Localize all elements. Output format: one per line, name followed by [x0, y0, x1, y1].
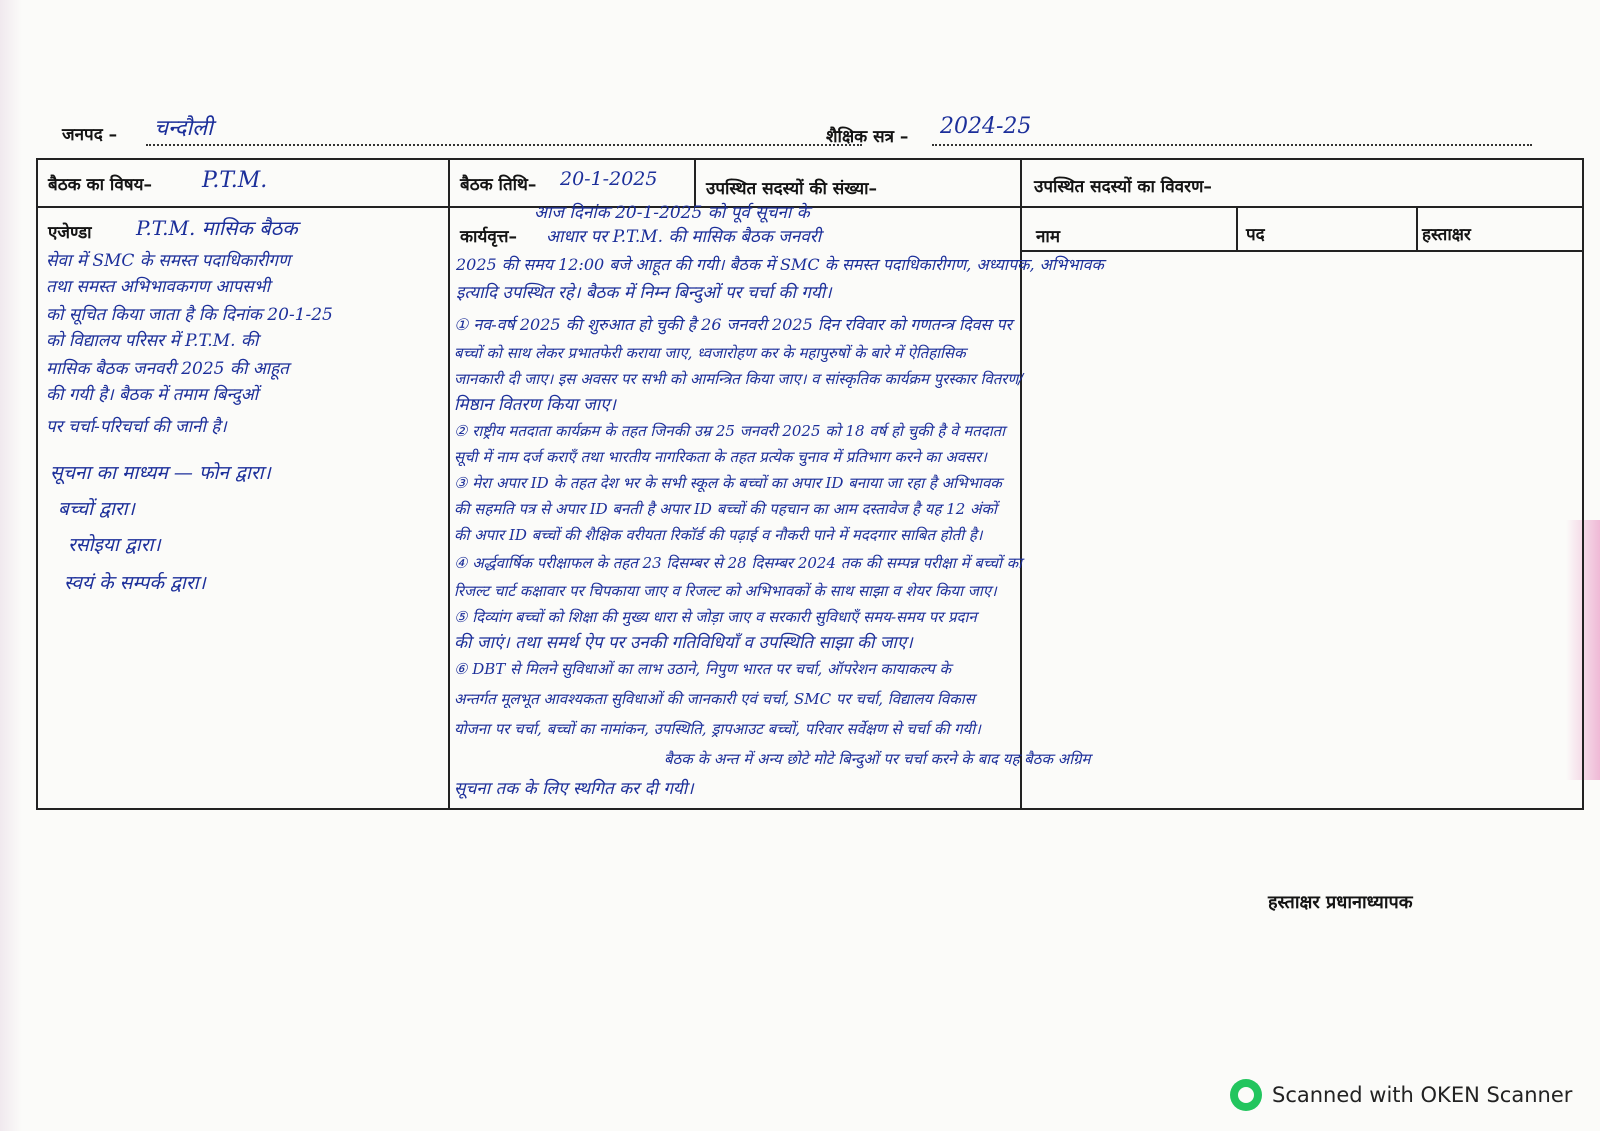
minutes-line: ⑥ DBT से मिलने सुविधाओं का लाभ उठाने, निपुण भारत पर चर्चा, ऑपरेशन कायाकल्प के	[454, 660, 952, 678]
minutes-line: ④ अर्द्धवार्षिक परीक्षाफल के तहत 23 दिसम्बर से 28 दिसम्बर 2024 तक की सम्पन्न परीक्षा में बच्चों का	[454, 554, 1023, 572]
table-right-border	[1582, 158, 1584, 810]
col-signature-header: हस्ताक्षर	[1422, 225, 1471, 245]
post-signature-divider	[1416, 206, 1418, 252]
session-value: 2024-25	[940, 114, 1032, 139]
minutes-line: बैठक के अन्त में अन्य छोटे मोटे बिन्दुओं पर चर्चा करने के बाद यह बैठक अग्रिम	[664, 750, 1091, 768]
session-label: शैक्षिक सत्र –	[826, 127, 909, 147]
agenda-line: तथा समस्त अभिभावकगण आपसभी	[46, 277, 271, 297]
district-dotted-line	[146, 144, 862, 146]
agenda-line: रसोइया द्वारा।	[68, 534, 161, 556]
scanner-watermark	[1230, 1078, 1572, 1112]
table-left-border	[36, 158, 38, 810]
agenda-line: को सूचित किया जाता है कि दिनांक 20-1-25	[46, 305, 333, 325]
table-row-divider	[36, 206, 1584, 208]
minutes-line: की सहमति पत्र से अपार ID बनती है अपार ID बच्चों की पहचान का आम दस्तावेज है यह 12 अंकों	[454, 500, 997, 518]
minutes-line: ② राष्ट्रीय मतदाता कार्यक्रम के तहत जिनकी उम्र 25 जनवरी 2025 को 18 वर्ष हो चुकी है वे मतदाता	[454, 422, 1006, 440]
headmaster-signature-label: हस्ताक्षर प्रधानाध्यापक	[1268, 892, 1413, 913]
agenda-line: स्वयं के सम्पर्क द्वारा।	[64, 572, 206, 594]
minutes-line: सूचना तक के लिए स्थगित कर दी गयी।	[454, 779, 694, 799]
date-value: 20-1-2025	[560, 168, 658, 190]
minutes-line: 2025 की समय 12:00 बजे आहूत की गयी। बैठक में SMC के समस्त पदाधिकारीगण, अध्यापक, अभिभावक	[456, 255, 1104, 274]
minutes-line: ① नव-वर्ष 2025 की शुरुआत हो चुकी है 26 जनवरी 2025 दिन रविवार को गणतन्त्र दिवस पर	[454, 315, 1013, 334]
agenda-line: को विद्यालय परिसर में P.T.M. की	[46, 331, 259, 351]
district-value: चन्दौली	[154, 116, 213, 141]
col-name-header: नाम	[1036, 227, 1061, 247]
minutes-line: आधार पर P.T.M. की मासिक बैठक जनवरी	[546, 227, 822, 247]
table-top-border	[36, 158, 1584, 160]
minutes-line: बच्चों को साथ लेकर प्रभातफेरी कराया जाए, ध्वजारोहण कर के महापुरुषों के बारे में ऐतिहासिक	[454, 344, 966, 362]
members-header-divider	[1022, 250, 1584, 252]
agenda-line: सूचना का माध्यम — फोन द्वारा।	[50, 462, 271, 484]
date-label: बैठक तिथि–	[460, 175, 537, 195]
minutes-label: कार्यवृत्त–	[460, 227, 518, 247]
subject-value: P.T.M.	[202, 168, 268, 193]
minutes-line: अन्तर्गत मूलभूत आवश्यकता सुविधाओं की जानकारी एवं चर्चा, SMC पर चर्चा, विद्यालय विकास	[454, 690, 975, 708]
minutes-line: की अपार ID बच्चों की शैक्षिक वरीयता रिकॉर्ड की पढ़ाई व नौकरी पाने में मददगार साबित होती है।	[454, 526, 983, 544]
minutes-line: मिष्ठान वितरण किया जाए।	[454, 395, 617, 415]
agenda-line: बच्चों द्वारा।	[58, 498, 135, 520]
oken-scanner-logo-icon	[1230, 1079, 1262, 1111]
col-post-header: पद	[1246, 225, 1265, 245]
minutes-line: ⑤ दिव्यांग बच्चों को शिक्षा की मुख्य धारा से जोड़ा जाए व सरकारी सुविधाएँ समय-समय पर प्रदान	[454, 608, 977, 626]
subject-label: बैठक का विषय–	[48, 175, 152, 195]
minutes-line: जानकारी दी जाए। इस अवसर पर सभी को आमन्त्रित किया जाए। व सांस्कृतिक कार्यक्रम पुरस्कार वितरण/	[454, 370, 1024, 388]
minutes-line: ③ मेरा अपार ID के तहत देश भर के सभी स्कूल के बच्चों का अपार ID बनाया जा रहा है अभिभावक	[454, 474, 1002, 492]
district-label: जनपद –	[62, 125, 118, 145]
agenda-minutes-divider	[448, 158, 450, 810]
minutes-line: इत्यादि उपस्थित रहे। बैठक में निम्न बिन्दुओं पर चर्चा की गयी।	[456, 283, 832, 303]
agenda-label: एजेण्डा	[48, 223, 92, 243]
minutes-line: सूची में नाम दर्ज कराएँ तथा भारतीय नागरिकता के तहत प्रत्येक चुनाव में प्रतिभाग करने का अवसर।	[454, 448, 987, 466]
minutes-line: योजना पर चर्चा, बच्चों का नामांकन, उपस्थिति, ड्रापआउट बच्चों, परिवार सर्वेक्षण से चर्चा की गयी।	[454, 720, 981, 738]
minutes-line: रिजल्ट चार्ट कक्षावार पर चिपकाया जाए व रिजल्ट को अभिभावकों के साथ साझा व शेयर किया जाए।	[454, 582, 997, 600]
agenda-line: की गयी है। बैठक में तमाम बिन्दुओं	[46, 385, 259, 405]
agenda-line: सेवा में SMC के समस्त पदाधिकारीगण	[46, 251, 291, 271]
name-post-divider	[1236, 206, 1238, 252]
agenda-value: P.T.M. मासिक बैठक	[136, 216, 298, 240]
minutes-line: की जाएं। तथा समर्थ ऐप पर उनकी गतिविधियाँ व उपस्थिति साझा की जाए।	[454, 633, 913, 653]
agenda-line: मासिक बैठक जनवरी 2025 की आहूत	[46, 359, 289, 379]
members-count-label: उपस्थित सदस्यों की संख्या–	[706, 179, 878, 199]
agenda-line: पर चर्चा-परिचर्चा की जानी है।	[46, 417, 227, 437]
session-dotted-line	[932, 144, 1532, 146]
scanner-watermark-text: Scanned with OKEN Scanner	[1272, 1083, 1573, 1107]
table-bottom-border	[36, 808, 1584, 810]
meeting-table	[36, 158, 1584, 818]
date-count-divider	[694, 158, 696, 208]
minutes-line: आज दिनांक 20-1-2025 को पूर्व सूचना के	[534, 203, 810, 223]
form-header	[62, 114, 1562, 152]
members-detail-label: उपस्थित सदस्यों का विवरण–	[1034, 177, 1212, 197]
scan-edge-shadow	[0, 0, 22, 1131]
